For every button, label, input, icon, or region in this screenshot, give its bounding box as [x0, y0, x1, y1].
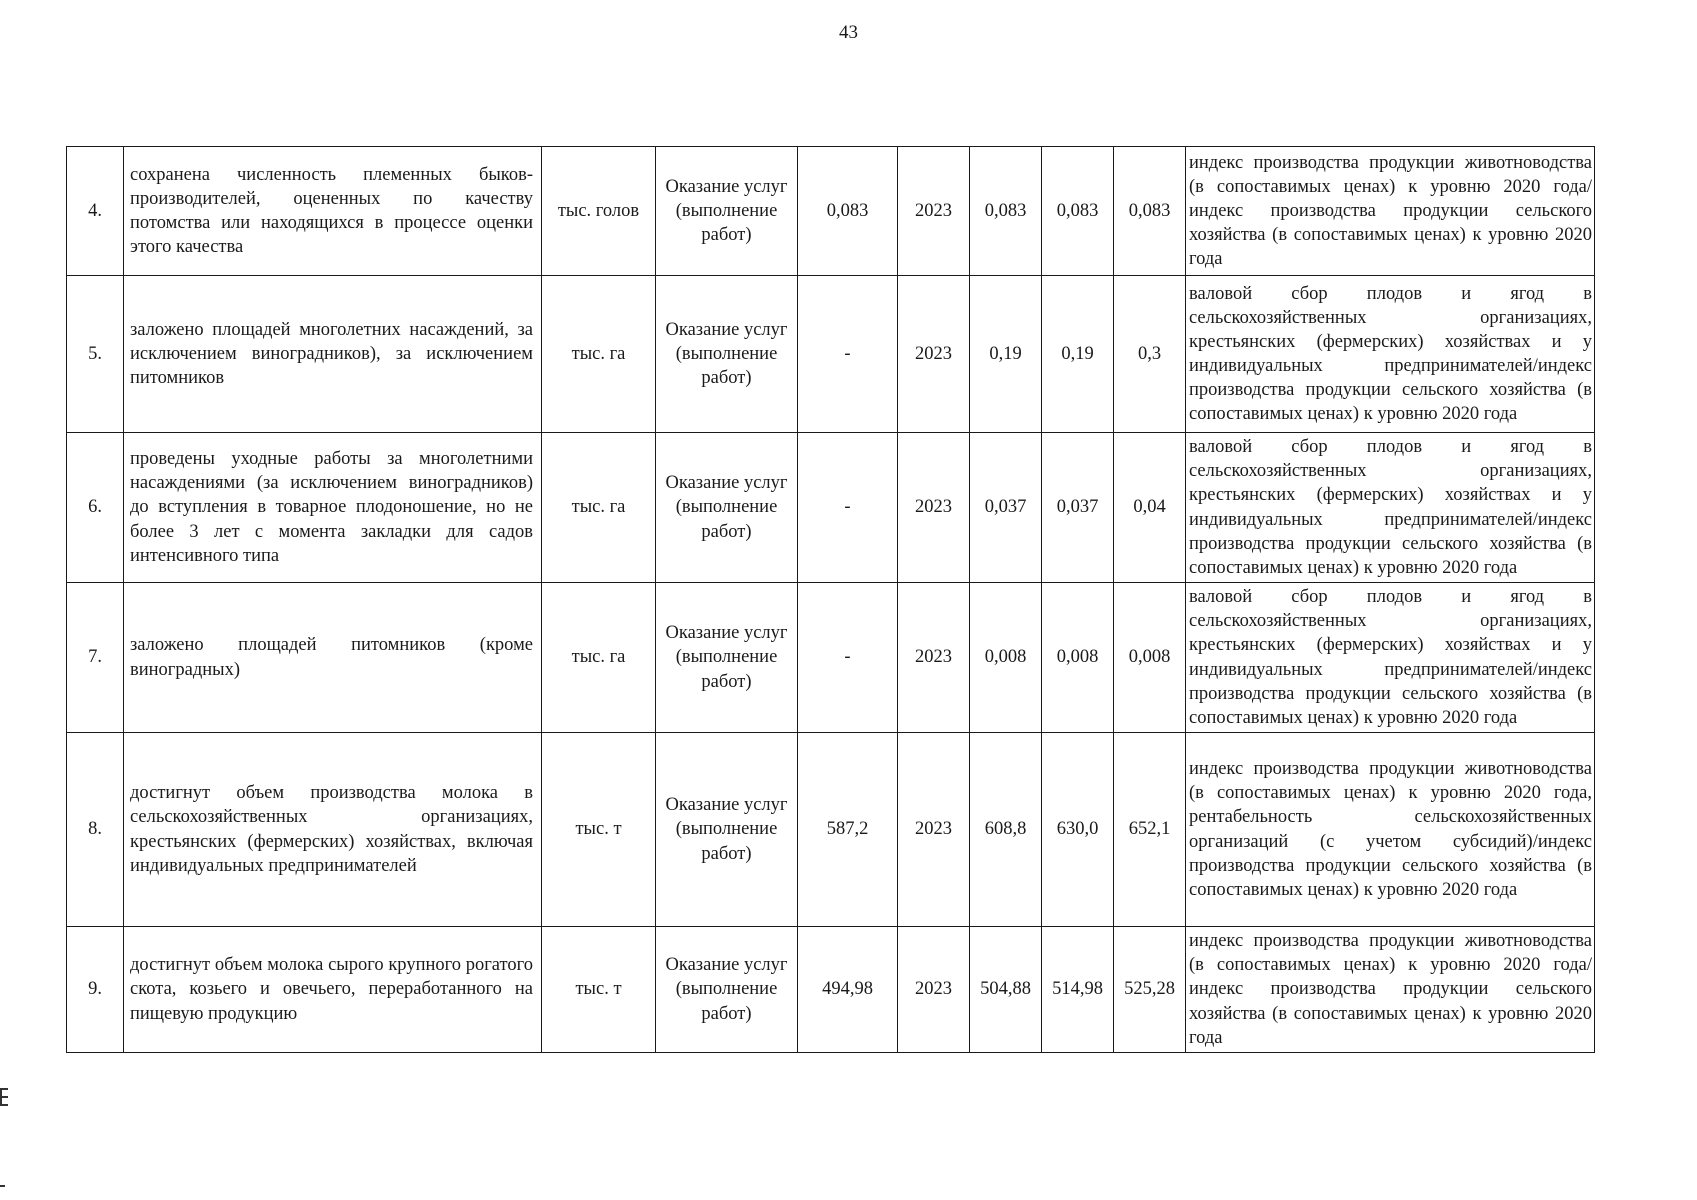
value-cell: 0,008 [1042, 583, 1114, 733]
result-description: достигнут объем молока сырого крупного рогатого скота, козьего и овечьего, переработанного на пищевую продукцию [124, 927, 542, 1053]
base-value-cell: 494,98 [798, 927, 898, 1053]
type-cell: Оказание услуг (выполнение работ) [656, 733, 798, 927]
value-cell: 0,008 [1114, 583, 1186, 733]
row-number: 5. [67, 276, 124, 433]
margin-mark-line [2, 1104, 8, 1106]
year-cell: 2023 [898, 927, 970, 1053]
results-table [66, 146, 1595, 1053]
value-cell: 0,083 [1114, 147, 1186, 276]
value-cell: 0,083 [1042, 147, 1114, 276]
result-description: сохранена численность племенных быков-производителей, оцененных по качеству потомства или находящихся в процессе оценки этого качества [124, 147, 542, 276]
base-value-cell: 587,2 [798, 733, 898, 927]
unit-cell: тыс. га [542, 276, 656, 433]
value-cell: 514,98 [1042, 927, 1114, 1053]
indicator-cell: валовой сбор плодов и ягод в сельскохозяйственных организациях, крестьянских (фермерских) хозяйствах и у индивидуальных предпринимателей/индекс производства продукции сельского хозяйства (в сопоставимых ценах) к уровню 2020 года [1186, 276, 1595, 433]
indicator-cell: индекс производства продукции животноводства (в сопоставимых ценах) к уровню 2020 года/индекс производства продукции сельского хозяйства (в сопоставимых ценах) к уровню 2020 года [1186, 147, 1595, 276]
table-row [67, 583, 1595, 733]
base-value-cell: 0,083 [798, 147, 898, 276]
value-cell: 0,008 [970, 583, 1042, 733]
value-cell: 0,037 [970, 433, 1042, 583]
indicator-cell: валовой сбор плодов и ягод в сельскохозяйственных организациях, крестьянских (фермерских) хозяйствах и у индивидуальных предпринимателей/индекс производства продукции сельского хозяйства (в сопоставимых ценах) к уровню 2020 года [1186, 583, 1595, 733]
margin-mark-line [2, 1088, 8, 1090]
value-cell: 0,19 [970, 276, 1042, 433]
value-cell: 630,0 [1042, 733, 1114, 927]
year-cell: 2023 [898, 583, 970, 733]
table-row [67, 147, 1595, 276]
indicator-cell: индекс производства продукции животноводства (в сопоставимых ценах) к уровню 2020 года, рентабельность сельскохозяйственных организаций (с учетом субсидий)/индекс производства продукции сельского хозяйства (в сопоставимых ценах) к уровню 2020 года [1186, 733, 1595, 927]
value-cell: 0,3 [1114, 276, 1186, 433]
unit-cell: тыс. га [542, 433, 656, 583]
row-number: 8. [67, 733, 124, 927]
row-number: 6. [67, 433, 124, 583]
indicator-cell: валовой сбор плодов и ягод в сельскохозяйственных организациях, крестьянских (фермерских) хозяйствах и у индивидуальных предпринимателей/индекс производства продукции сельского хозяйства (в сопоставимых ценах) к уровню 2020 года [1186, 433, 1595, 583]
margin-dash [0, 1185, 5, 1187]
margin-mark [0, 1088, 8, 1106]
table-row [67, 927, 1595, 1053]
row-number: 9. [67, 927, 124, 1053]
year-cell: 2023 [898, 147, 970, 276]
indicator-cell: индекс производства продукции животноводства (в сопоставимых ценах) к уровню 2020 года/индекс производства продукции сельского хозяйства (в сопоставимых ценах) к уровню 2020 года [1186, 927, 1595, 1053]
unit-cell: тыс. т [542, 733, 656, 927]
row-number: 7. [67, 583, 124, 733]
base-value-cell: - [798, 583, 898, 733]
year-cell: 2023 [898, 733, 970, 927]
type-cell: Оказание услуг (выполнение работ) [656, 927, 798, 1053]
unit-cell: тыс. га [542, 583, 656, 733]
value-cell: 525,28 [1114, 927, 1186, 1053]
base-value-cell: - [798, 433, 898, 583]
unit-cell: тыс. голов [542, 147, 656, 276]
result-description: достигнут объем производства молока в сельскохозяйственных организациях, крестьянских (фермерских) хозяйствах, включая индивидуальных предпринимателей [124, 733, 542, 927]
result-description: проведены уходные работы за многолетними насаждениями (за исключением виноградников) до вступления в товарное плодоношение, но не более 3 лет с момента закладки для садов интенсивного типа [124, 433, 542, 583]
value-cell: 0,037 [1042, 433, 1114, 583]
value-cell: 504,88 [970, 927, 1042, 1053]
result-description: заложено площадей многолетних насаждений, за исключением виноградников), за исключением питомников [124, 276, 542, 433]
page-number: 43 [839, 22, 858, 43]
type-cell: Оказание услуг (выполнение работ) [656, 433, 798, 583]
value-cell: 652,1 [1114, 733, 1186, 927]
unit-cell: тыс. т [542, 927, 656, 1053]
value-cell: 0,19 [1042, 276, 1114, 433]
year-cell: 2023 [898, 276, 970, 433]
table-row [67, 733, 1595, 927]
row-number: 4. [67, 147, 124, 276]
table-row [67, 276, 1595, 433]
year-cell: 2023 [898, 433, 970, 583]
base-value-cell: - [798, 276, 898, 433]
type-cell: Оказание услуг (выполнение работ) [656, 583, 798, 733]
value-cell: 608,8 [970, 733, 1042, 927]
table-row [67, 433, 1595, 583]
value-cell: 0,04 [1114, 433, 1186, 583]
type-cell: Оказание услуг (выполнение работ) [656, 147, 798, 276]
value-cell: 0,083 [970, 147, 1042, 276]
result-description: заложено площадей питомников (кроме виноградных) [124, 583, 542, 733]
margin-mark-line [2, 1096, 8, 1098]
type-cell: Оказание услуг (выполнение работ) [656, 276, 798, 433]
